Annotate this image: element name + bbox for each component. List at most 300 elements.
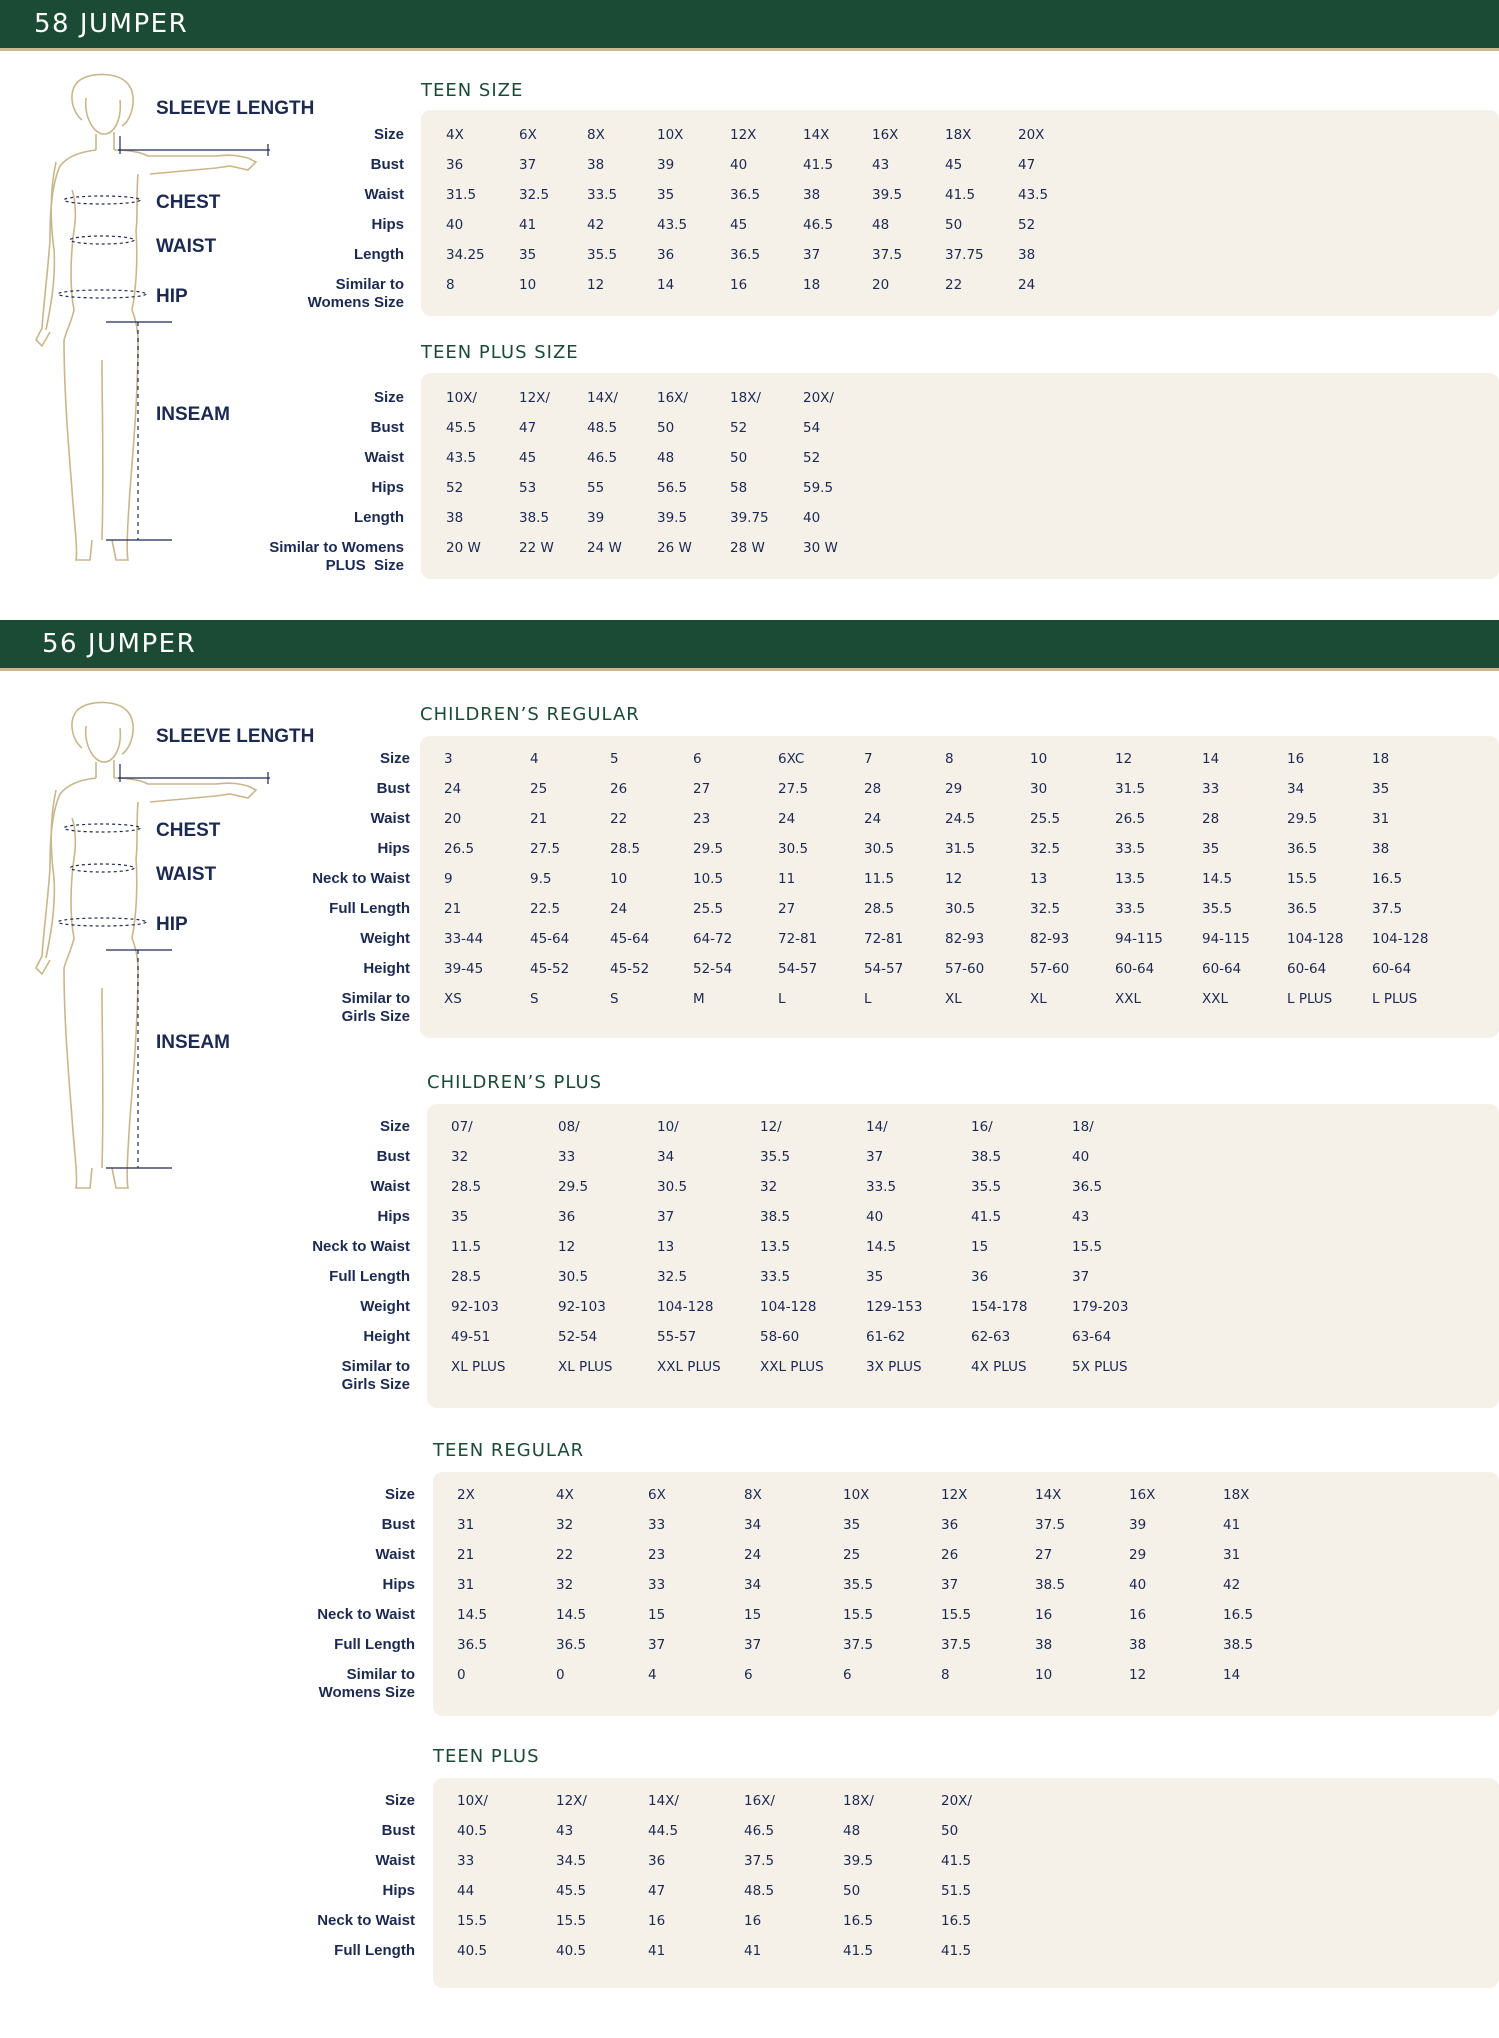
- table-cell: 10.5: [693, 871, 724, 887]
- table-cell: 41: [1223, 1517, 1241, 1533]
- table-cell: 37: [657, 1209, 675, 1225]
- table-title-childrens-plus: CHILDREN’S PLUS: [427, 1072, 603, 1093]
- table-cell: 35.5: [971, 1179, 1002, 1195]
- table-title-teen-plus: TEEN PLUS: [433, 1746, 540, 1767]
- table-cell: 41.5: [945, 187, 976, 203]
- table-cell: 39: [657, 157, 675, 173]
- table-title-teen-regular: TEEN REGULAR: [433, 1440, 585, 1461]
- table-cell: 48.5: [587, 420, 618, 436]
- table-cell: 60-64: [1115, 961, 1155, 977]
- row-label: Size: [384, 1486, 415, 1503]
- figure-label-sleeve-length: SLEEVE LENGTH: [156, 726, 315, 747]
- table-cell: 16.5: [843, 1913, 874, 1929]
- table-cell: 27: [778, 901, 796, 917]
- table-cell: 30.5: [558, 1269, 589, 1285]
- table-cell: 6XC: [778, 751, 805, 767]
- table-cell: XL PLUS: [451, 1359, 506, 1375]
- table-cell: 13.5: [1115, 871, 1146, 887]
- table-cell: 27.5: [778, 781, 809, 797]
- table-cell: XXL PLUS: [760, 1359, 824, 1375]
- table-cell: 45: [519, 450, 537, 466]
- table-cell: 22: [945, 277, 963, 293]
- table-cell: 28: [864, 781, 882, 797]
- table-cell: 52: [803, 450, 821, 466]
- table-cell: 62-63: [971, 1329, 1011, 1345]
- table-cell: 28.5: [864, 901, 895, 917]
- row-label: Size: [379, 750, 410, 767]
- table-cell: 4: [530, 751, 539, 767]
- row-label: Similar to Girls Size: [341, 990, 410, 1025]
- table-cell: 4X PLUS: [971, 1359, 1027, 1375]
- row-label: Similar to Womens PLUS Size: [269, 539, 404, 574]
- table-cell: 29: [945, 781, 963, 797]
- table-cell: 58: [730, 480, 748, 496]
- table-cell: 37.5: [1372, 901, 1403, 917]
- table-cell: 36.5: [1072, 1179, 1103, 1195]
- table-cell: 30 W: [803, 540, 838, 556]
- table-cell: 43: [872, 157, 890, 173]
- table-cell: 38.5: [1223, 1637, 1254, 1653]
- row-label: Hips: [377, 1208, 410, 1225]
- table-cell: 35.5: [843, 1577, 874, 1593]
- table-cell: 10X/: [446, 390, 477, 406]
- table-cell: 49-51: [451, 1329, 491, 1345]
- table-cell: 37.5: [1035, 1517, 1066, 1533]
- table-cell: 12/: [760, 1119, 782, 1135]
- table-cell: 33: [558, 1149, 576, 1165]
- table-cell: 10: [1030, 751, 1048, 767]
- table-cell: 14/: [866, 1119, 888, 1135]
- table-cell: 30.5: [945, 901, 976, 917]
- table-cell: 20: [444, 811, 462, 827]
- table-cell: 33: [457, 1853, 475, 1869]
- table-cell: 37: [744, 1637, 762, 1653]
- table-cell: 15.5: [941, 1607, 972, 1623]
- table-cell: 37.5: [843, 1637, 874, 1653]
- table-cell: 61-62: [866, 1329, 906, 1345]
- table-cell: 16: [648, 1913, 666, 1929]
- row-label: Size: [379, 1118, 410, 1135]
- table-cell: 30.5: [657, 1179, 688, 1195]
- table-cell: 12X: [941, 1487, 968, 1503]
- table-cell: 82-93: [945, 931, 985, 947]
- table-cell: S: [610, 991, 619, 1007]
- table-cell: 12: [1115, 751, 1133, 767]
- row-label: Neck to Waist: [312, 870, 410, 887]
- table-cell: 4X: [446, 127, 464, 143]
- table-cell: 44: [457, 1883, 475, 1899]
- table-cell: 32: [556, 1517, 574, 1533]
- table-cell: 35: [451, 1209, 469, 1225]
- table-cell: 35.5: [760, 1149, 791, 1165]
- table-cell: 39.5: [657, 510, 688, 526]
- table-cell: 48: [843, 1823, 861, 1839]
- table-cell: 54-57: [778, 961, 818, 977]
- table-cell: 8: [446, 277, 455, 293]
- table-cell: 35.5: [587, 247, 618, 263]
- table-cell: 45.5: [556, 1883, 587, 1899]
- table-cell: 40: [730, 157, 748, 173]
- body-figure-illustration: [20, 698, 310, 1198]
- table-cell: 38.5: [760, 1209, 791, 1225]
- table-cell: 36: [941, 1517, 959, 1533]
- table-cell: 32: [556, 1577, 574, 1593]
- row-label: Full Length: [334, 1942, 415, 1959]
- table-cell: 11: [778, 871, 796, 887]
- table-title-teen-plus-size: TEEN PLUS SIZE: [421, 342, 579, 363]
- table-cell: 41.5: [843, 1943, 874, 1959]
- row-label: Hips: [371, 216, 404, 233]
- table-cell: 24: [444, 781, 462, 797]
- table-cell: 46.5: [803, 217, 834, 233]
- table-cell: 94-115: [1202, 931, 1250, 947]
- table-cell: 47: [648, 1883, 666, 1899]
- table-cell: 32: [760, 1179, 778, 1195]
- table-cell: 41: [519, 217, 537, 233]
- table-cell: 33.5: [587, 187, 618, 203]
- table-cell: 37.5: [744, 1853, 775, 1869]
- table-cell: 10X: [657, 127, 684, 143]
- table-cell: 2X: [457, 1487, 475, 1503]
- table-cell: 40.5: [556, 1943, 587, 1959]
- table-cell: 25.5: [1030, 811, 1061, 827]
- table-cell: L PLUS: [1287, 991, 1333, 1007]
- table-cell: 30: [1030, 781, 1048, 797]
- table-cell: 33: [1202, 781, 1220, 797]
- table-cell: 50: [945, 217, 963, 233]
- table-cell: 36.5: [730, 247, 761, 263]
- table-cell: 36: [657, 247, 675, 263]
- table-cell: 38.5: [519, 510, 550, 526]
- table-cell: 33.5: [760, 1269, 791, 1285]
- table-cell: 8: [941, 1667, 950, 1683]
- table-cell: 31.5: [945, 841, 976, 857]
- table-cell: 14.5: [866, 1239, 897, 1255]
- table-cell: 104-128: [657, 1299, 714, 1315]
- table-cell: 40: [446, 217, 464, 233]
- table-cell: 50: [843, 1883, 861, 1899]
- table-cell: 34: [1287, 781, 1305, 797]
- table-cell: 14.5: [457, 1607, 488, 1623]
- table-cell: 38: [446, 510, 464, 526]
- table-cell: 26: [610, 781, 628, 797]
- table-cell: 14: [1223, 1667, 1241, 1683]
- table-cell: 29: [1129, 1547, 1147, 1563]
- table-cell: 15.5: [1287, 871, 1318, 887]
- table-cell: 18X/: [843, 1793, 874, 1809]
- table-cell: 53: [519, 480, 537, 496]
- table-cell: 21: [444, 901, 462, 917]
- table-cell: 12X: [730, 127, 757, 143]
- table-cell: 38: [1018, 247, 1036, 263]
- row-label: Hips: [371, 479, 404, 496]
- table-cell: 45: [945, 157, 963, 173]
- table-cell: 36.5: [1287, 901, 1318, 917]
- section-title: 58 JUMPER: [34, 9, 189, 39]
- table-cell: 8X: [744, 1487, 762, 1503]
- table-cell: 0: [556, 1667, 565, 1683]
- row-label: Waist: [375, 1852, 415, 1869]
- table-cell: 37.5: [941, 1637, 972, 1653]
- table-cell: 28.5: [610, 841, 641, 857]
- table-cell: S: [530, 991, 539, 1007]
- table-cell: 60-64: [1287, 961, 1327, 977]
- table-cell: 36: [558, 1209, 576, 1225]
- row-label: Neck to Waist: [317, 1912, 415, 1929]
- row-label: Full Length: [334, 1636, 415, 1653]
- table-cell: 37: [519, 157, 537, 173]
- table-cell: 57-60: [1030, 961, 1070, 977]
- table-cell: 16: [1129, 1607, 1147, 1623]
- row-label: Neck to Waist: [312, 1238, 410, 1255]
- table-cell: 24: [1018, 277, 1036, 293]
- table-cell: 20X/: [941, 1793, 972, 1809]
- table-cell: 52-54: [693, 961, 733, 977]
- table-cell: 32.5: [657, 1269, 688, 1285]
- table-cell: 5X PLUS: [1072, 1359, 1128, 1375]
- table-cell: 07/: [451, 1119, 473, 1135]
- table-cell: 24.5: [945, 811, 976, 827]
- table-cell: 41.5: [971, 1209, 1002, 1225]
- table-cell: 24: [864, 811, 882, 827]
- table-cell: 12X/: [519, 390, 550, 406]
- body-figure-illustration: [20, 70, 310, 570]
- table-cell: 9.5: [530, 871, 552, 887]
- table-cell: 39.75: [730, 510, 769, 526]
- table-cell: 18X: [945, 127, 972, 143]
- table-cell: 104-128: [1287, 931, 1344, 947]
- row-label: Similar to Womens Size: [307, 276, 404, 311]
- table-cell: 104-128: [760, 1299, 817, 1315]
- table-cell: 38: [803, 187, 821, 203]
- table-cell: 26.5: [444, 841, 475, 857]
- table-cell: 15.5: [843, 1607, 874, 1623]
- table-cell: 16: [730, 277, 748, 293]
- table-cell: 35: [866, 1269, 884, 1285]
- table-cell: 16X: [872, 127, 899, 143]
- table-cell: 104-128: [1372, 931, 1429, 947]
- table-cell: 20 W: [446, 540, 481, 556]
- figure-label-chest: CHEST: [156, 192, 221, 213]
- table-cell: 25: [843, 1547, 861, 1563]
- table-cell: 60-64: [1202, 961, 1242, 977]
- row-label: Bust: [381, 1822, 415, 1839]
- figure-label-hip: HIP: [156, 914, 188, 935]
- row-label: Bust: [381, 1516, 415, 1533]
- row-label: Waist: [364, 449, 404, 466]
- row-label: Waist: [364, 186, 404, 203]
- section-header-56: [0, 620, 1499, 671]
- table-cell: 39: [1129, 1517, 1147, 1533]
- table-cell: 129-153: [866, 1299, 923, 1315]
- table-cell: 31: [457, 1577, 475, 1593]
- table-cell: 08/: [558, 1119, 580, 1135]
- table-cell: 12: [558, 1239, 576, 1255]
- table-cell: 28.5: [451, 1269, 482, 1285]
- figure-label-hip: HIP: [156, 286, 188, 307]
- table-cell: 16X/: [744, 1793, 775, 1809]
- table-cell: 72-81: [778, 931, 818, 947]
- row-label: Length: [354, 246, 404, 263]
- table-cell: 31: [1223, 1547, 1241, 1563]
- table-cell: 28 W: [730, 540, 765, 556]
- table-cell: 46.5: [744, 1823, 775, 1839]
- table-cell: 22: [610, 811, 628, 827]
- row-label: Full Length: [329, 900, 410, 917]
- table-cell: 41.5: [941, 1853, 972, 1869]
- table-cell: 48.5: [744, 1883, 775, 1899]
- table-cell: 36: [648, 1853, 666, 1869]
- table-cell: 29.5: [693, 841, 724, 857]
- table-cell: 16/: [971, 1119, 993, 1135]
- row-label: Full Length: [329, 1268, 410, 1285]
- table-teen-regular: [433, 1472, 1499, 1716]
- table-cell: 37: [1072, 1269, 1090, 1285]
- table-cell: 14.5: [1202, 871, 1233, 887]
- table-cell: 47: [519, 420, 537, 436]
- row-label: Bust: [370, 156, 404, 173]
- table-cell: XL PLUS: [558, 1359, 613, 1375]
- table-cell: 54: [803, 420, 821, 436]
- table-cell: XXL: [1202, 991, 1229, 1007]
- table-cell: 7: [864, 751, 873, 767]
- table-cell: 15.5: [457, 1913, 488, 1929]
- table-cell: 34.5: [556, 1853, 587, 1869]
- table-cell: M: [693, 991, 705, 1007]
- table-cell: 37: [803, 247, 821, 263]
- table-cell: 35: [843, 1517, 861, 1533]
- row-label: Similar to Girls Size: [341, 1358, 410, 1393]
- table-cell: 16: [1035, 1607, 1053, 1623]
- table-cell: 30.5: [778, 841, 809, 857]
- table-cell: 0: [457, 1667, 466, 1683]
- table-cell: 14: [1202, 751, 1220, 767]
- table-cell: 24: [778, 811, 796, 827]
- table-cell: 50: [941, 1823, 959, 1839]
- table-cell: 14X/: [648, 1793, 679, 1809]
- row-label: Hips: [377, 840, 410, 857]
- table-cell: 22: [556, 1547, 574, 1563]
- table-cell: 52: [730, 420, 748, 436]
- table-cell: 34: [744, 1577, 762, 1593]
- table-cell: 48: [872, 217, 890, 233]
- table-cell: 36.5: [556, 1637, 587, 1653]
- table-cell: 55: [587, 480, 605, 496]
- figure-label-waist: WAIST: [156, 236, 217, 257]
- table-cell: 18X/: [730, 390, 761, 406]
- table-cell: XXL: [1115, 991, 1142, 1007]
- table-cell: 37.5: [872, 247, 903, 263]
- table-cell: 56.5: [657, 480, 688, 496]
- table-cell: 45-64: [530, 931, 570, 947]
- table-cell: 52: [1018, 217, 1036, 233]
- table-cell: 24 W: [587, 540, 622, 556]
- table-cell: 58-60: [760, 1329, 800, 1345]
- table-cell: 41.5: [803, 157, 834, 173]
- table-cell: 34: [657, 1149, 675, 1165]
- table-cell: 13: [657, 1239, 675, 1255]
- table-cell: 33: [648, 1517, 666, 1533]
- table-cell: 45.5: [446, 420, 477, 436]
- table-cell: 10: [610, 871, 628, 887]
- table-cell: 41.5: [941, 1943, 972, 1959]
- table-cell: 6: [843, 1667, 852, 1683]
- table-cell: 40.5: [457, 1823, 488, 1839]
- row-label: Length: [354, 509, 404, 526]
- table-cell: 25.5: [693, 901, 724, 917]
- table-cell: 54-57: [864, 961, 904, 977]
- table-cell: 52: [446, 480, 464, 496]
- table-cell: 18/: [1072, 1119, 1094, 1135]
- table-cell: 26 W: [657, 540, 692, 556]
- table-cell: 38: [1372, 841, 1390, 857]
- table-cell: 20X: [1018, 127, 1045, 143]
- table-cell: 43.5: [1018, 187, 1049, 203]
- table-cell: 35: [657, 187, 675, 203]
- table-cell: 38: [587, 157, 605, 173]
- table-cell: 14X: [1035, 1487, 1062, 1503]
- section-header-58: [0, 0, 1499, 51]
- table-cell: 59.5: [803, 480, 834, 496]
- table-cell: 15: [648, 1607, 666, 1623]
- table-cell: 35: [1372, 781, 1390, 797]
- table-cell: 39: [587, 510, 605, 526]
- table-cell: 41: [744, 1943, 762, 1959]
- table-cell: 64-72: [693, 931, 733, 947]
- section-title: 56 JUMPER: [42, 629, 197, 659]
- table-cell: 3X PLUS: [866, 1359, 922, 1375]
- table-cell: XL: [945, 991, 962, 1007]
- row-label: Bust: [376, 1148, 410, 1165]
- table-cell: 6: [744, 1667, 753, 1683]
- table-cell: 34.25: [446, 247, 485, 263]
- table-cell: L: [778, 991, 786, 1007]
- table-cell: 10/: [657, 1119, 679, 1135]
- table-cell: 14.5: [556, 1607, 587, 1623]
- row-label: Size: [373, 389, 404, 406]
- table-cell: 30.5: [864, 841, 895, 857]
- table-cell: 63-64: [1072, 1329, 1112, 1345]
- table-cell: 43.5: [446, 450, 477, 466]
- row-label: Waist: [375, 1546, 415, 1563]
- table-cell: 25: [530, 781, 548, 797]
- table-cell: 12: [587, 277, 605, 293]
- table-cell: 39.5: [872, 187, 903, 203]
- table-cell: 52-54: [558, 1329, 598, 1345]
- figure-label-sleeve-length: SLEEVE LENGTH: [156, 98, 315, 119]
- table-cell: 60-64: [1372, 961, 1412, 977]
- table-cell: 16.5: [1223, 1607, 1254, 1623]
- row-label: Waist: [370, 1178, 410, 1195]
- table-cell: 16: [1287, 751, 1305, 767]
- table-cell: 92-103: [558, 1299, 606, 1315]
- row-label: Bust: [370, 419, 404, 436]
- row-label: Waist: [370, 810, 410, 827]
- row-label: Hips: [382, 1576, 415, 1593]
- row-label: Height: [363, 1328, 410, 1345]
- table-cell: 4X: [556, 1487, 574, 1503]
- table-cell: 12: [945, 871, 963, 887]
- table-cell: 32.5: [1030, 901, 1061, 917]
- table-cell: 33.5: [866, 1179, 897, 1195]
- row-label: Hips: [382, 1882, 415, 1899]
- table-cell: 31: [457, 1517, 475, 1533]
- table-cell: 41: [648, 1943, 666, 1959]
- table-cell: 21: [457, 1547, 475, 1563]
- table-cell: 27.5: [530, 841, 561, 857]
- row-label: Weight: [360, 930, 410, 947]
- table-cell: 3: [444, 751, 453, 767]
